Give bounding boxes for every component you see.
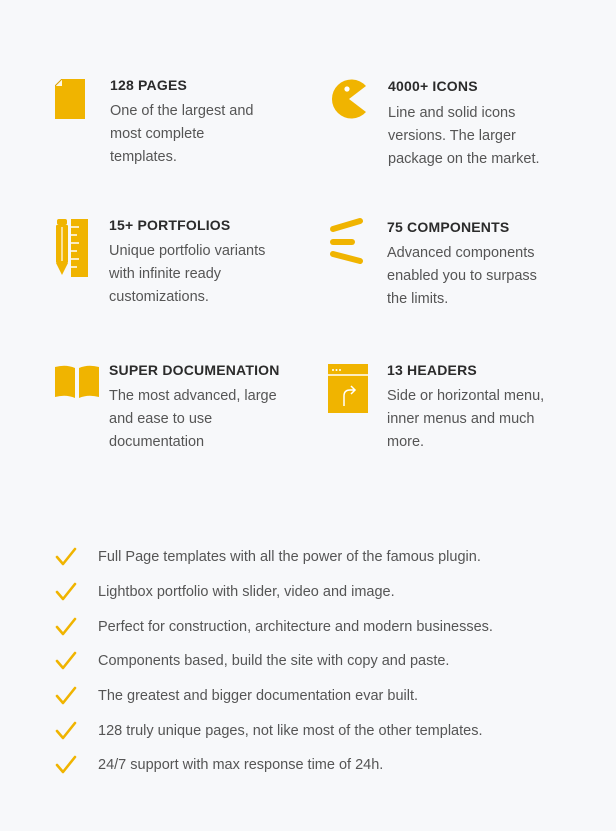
list-item (55, 748, 493, 783)
feature-title: SUPER DOCUMENATION (109, 362, 280, 378)
checkmark-icon (55, 581, 77, 603)
checkmark-icon (55, 720, 77, 742)
feature-title: 128 PAGES (110, 77, 188, 93)
feature-description: One of the largest and most complete templates. (110, 103, 254, 165)
list-item-text: Lightbox portfolio with slider, video and image. (98, 584, 395, 601)
list-item-text: Perfect for construction, architecture and modern businesses. (98, 618, 493, 635)
list-item-text: Full Page templates with all the power of the famous plugin. (98, 549, 481, 566)
list-item (55, 575, 493, 610)
feature-description: Line and solid icons versions. The larger package on the market. (388, 105, 540, 167)
components-icon (328, 217, 366, 270)
pacman-icon (330, 78, 368, 125)
list-item (55, 713, 493, 748)
feature-description: Advanced components enabled you to surpass the limits. (387, 245, 537, 307)
list-item (55, 679, 493, 714)
feature-description: Unique portfolio variants with infinite ready customizations. (109, 243, 266, 305)
feature-title: 13 HEADERS (387, 362, 477, 378)
pencil-ruler-icon (55, 217, 89, 284)
feature-title: 4000+ ICONS (388, 78, 478, 94)
feature-description: Side or horizontal menu, inner menus and much more. (387, 388, 545, 450)
feature-checklist (55, 540, 493, 783)
feature-title: 15+ PORTFOLIOS (109, 217, 231, 233)
list-item (55, 644, 493, 679)
checkmark-icon (55, 616, 77, 638)
browser-window-icon (328, 364, 368, 419)
feature-title: 75 COMPONENTS (387, 219, 510, 235)
list-item (55, 540, 493, 575)
list-item (55, 609, 493, 644)
checkmark-icon (55, 685, 77, 707)
feature-description: The most advanced, large and ease to use documentation (109, 388, 277, 450)
list-item-text: 24/7 support with max response time of 24h. (98, 757, 384, 774)
list-item-text: 128 truly unique pages, not like most of the other templates. (98, 722, 483, 739)
document-icon (55, 79, 86, 124)
book-icon (54, 365, 100, 404)
checkmark-icon (55, 546, 77, 568)
list-item-text: The greatest and bigger documentation evar built. (98, 688, 419, 705)
list-item-text: Components based, build the site with copy and paste. (98, 653, 450, 670)
checkmark-icon (55, 650, 77, 672)
checkmark-icon (55, 754, 77, 776)
